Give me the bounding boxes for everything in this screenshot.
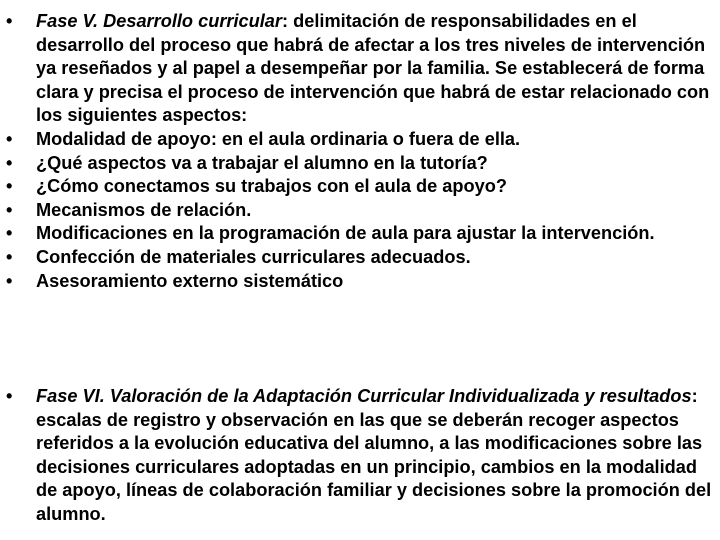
list-item-text: Modalidad de apoyo: en el aula ordinaria o fuera de ella.	[36, 128, 521, 149]
bullet-icon: •	[6, 152, 13, 173]
bullet-icon: •	[6, 11, 13, 31]
list-item	[6, 246, 714, 270]
list-item	[6, 175, 714, 199]
list-item-text: ¿Qué aspectos va a trabajar el alumno en la tutoría?	[36, 152, 488, 173]
bullet-icon: •	[6, 246, 13, 267]
list-item-text: Mecanismos de relación.	[36, 199, 252, 220]
bullet-icon: •	[6, 270, 13, 291]
list-item-phase-v	[6, 10, 714, 128]
phase-vi-description: : escalas de registro y observación en las que se deberán recoger aspectos referidos a la evolución educativa del alumno, a las modificaciones sobre las decisiones curriculares adoptadas en un principio, cambios en la modalidad de apoyo, líneas de colaboración familiar y decisiones sobre la promoción del alumno.	[36, 386, 712, 524]
bullet-icon: •	[6, 199, 13, 220]
list-item	[6, 152, 714, 176]
list-item-text: Asesoramiento externo sistemático	[36, 270, 344, 291]
list-item	[6, 222, 714, 246]
bullet-list-phase-vi	[6, 385, 714, 527]
bullet-icon: •	[6, 176, 13, 197]
bullet-icon: •	[6, 128, 13, 149]
bullet-list-phase-v	[6, 10, 714, 293]
bullet-icon: •	[6, 223, 13, 244]
phase-vi-title: Fase VI. Valoración de la Adaptación Curricular Individualizada y resultados	[36, 386, 692, 406]
phase-v-description: : delimitación de responsabilidades en el desarrollo del proceso que habrá de afectar a los tres niveles de intervención ya reseñados y al papel a desempeñar por la familia. Se establecerá de forma clara y precisa el proceso de intervención que habrá de estar relacionado con los siguientes aspectos:	[36, 11, 710, 126]
list-item	[6, 270, 714, 294]
list-item	[6, 199, 714, 223]
phase-v-title: Fase V. Desarrollo curricular	[36, 11, 282, 31]
list-item-text: Confección de materiales curriculares adecuados.	[36, 246, 471, 267]
bullet-icon: •	[6, 386, 13, 406]
list-item-phase-vi	[6, 385, 714, 527]
list-item	[6, 128, 714, 152]
list-item-text: ¿Cómo conectamos su trabajos con el aula de apoyo?	[36, 176, 507, 197]
list-item-text: Modificaciones en la programación de aula para ajustar la intervención.	[36, 223, 655, 244]
